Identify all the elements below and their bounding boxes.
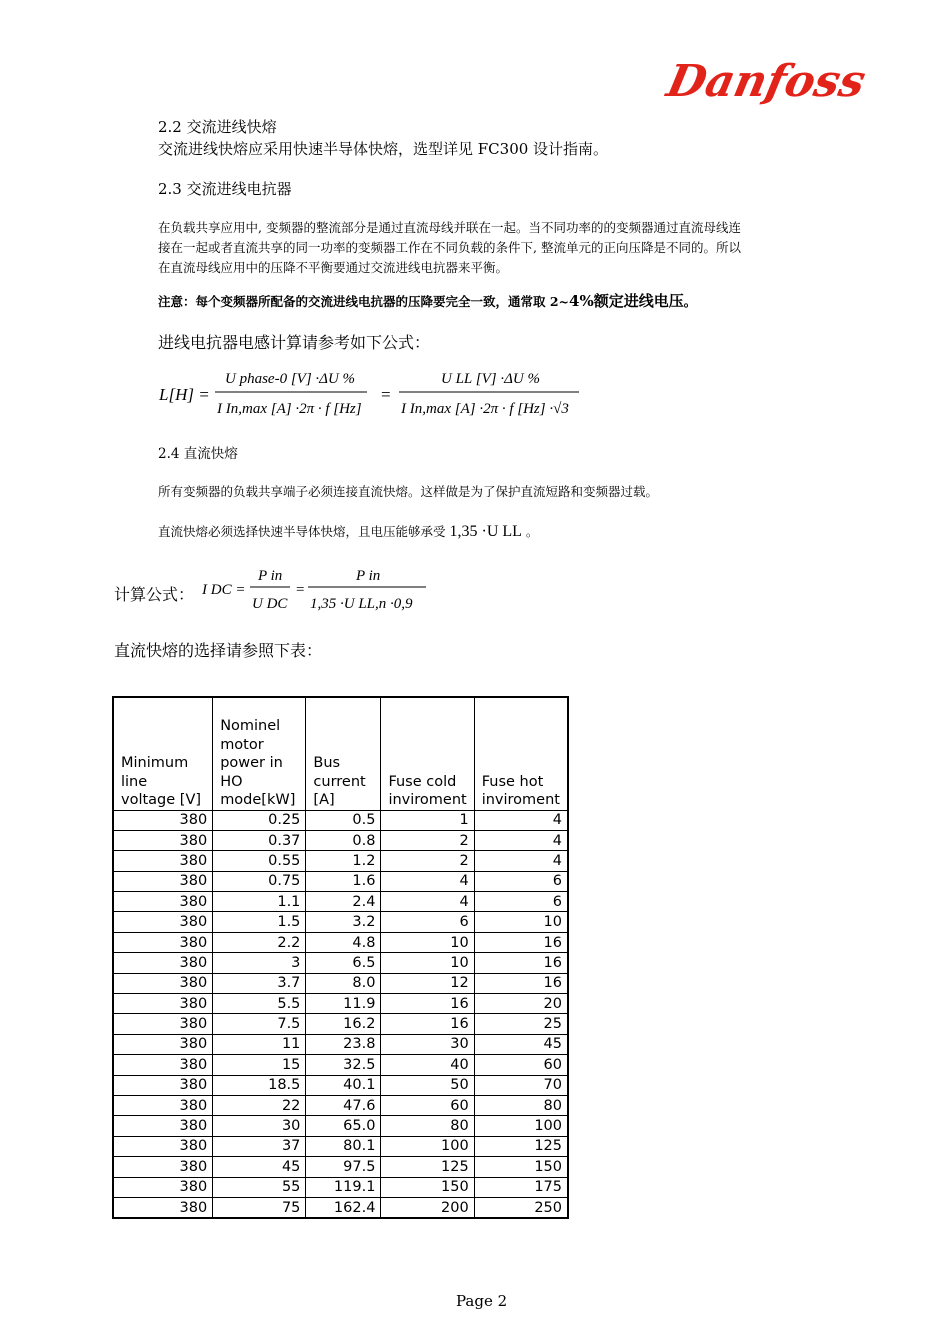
- table-cell: 40: [381, 1055, 474, 1075]
- table-cell: 16.2: [306, 1014, 381, 1034]
- calc-label: 计算公式：: [114, 585, 195, 604]
- table-row: [113, 1055, 568, 1075]
- table-cell: 11.9: [306, 994, 381, 1014]
- table-cell: 60: [381, 1095, 474, 1115]
- table-cell: 1.6: [306, 871, 381, 891]
- table-cell: 380: [113, 1055, 213, 1075]
- table-cell: 0.75: [213, 871, 306, 891]
- table-header-row: [113, 697, 568, 810]
- table-cell: 380: [113, 1095, 213, 1115]
- table-cell: 10: [381, 932, 474, 952]
- formula2-num2: P in: [356, 568, 381, 584]
- table-row: [113, 1177, 568, 1197]
- table-cell: 70: [474, 1075, 568, 1095]
- table-cell: 8.0: [306, 973, 381, 993]
- table-row: [113, 1075, 568, 1095]
- table-cell: 16: [474, 932, 568, 952]
- para-line: 在直流母线应用中的压降不平衡要通过交流进线电抗器来平衡。: [158, 260, 509, 275]
- table-cell: 380: [113, 1075, 213, 1095]
- table-cell: 4: [474, 830, 568, 850]
- table-cell: 11: [213, 1034, 306, 1054]
- danfoss-logo: [662, 44, 870, 107]
- formula-denominator: I In,max [A] ·2π · f [Hz]: [217, 401, 362, 417]
- formula-denominator-2: I In,max [A] ·2π · f [Hz] ·√3: [401, 401, 569, 417]
- table-cell: 100: [474, 1116, 568, 1136]
- page-number: Page 2: [456, 1292, 508, 1310]
- table-cell: 380: [113, 1136, 213, 1156]
- table-cell: 125: [474, 1136, 568, 1156]
- voltage-expression: 1,35 ·U LL: [449, 523, 522, 540]
- table-cell: 40.1: [306, 1075, 381, 1095]
- table-row: [113, 912, 568, 932]
- table-cell: 16: [474, 973, 568, 993]
- table-row: [113, 1136, 568, 1156]
- table-cell: 380: [113, 830, 213, 850]
- table-cell: 80: [381, 1116, 474, 1136]
- table-cell: 18.5: [213, 1075, 306, 1095]
- table-cell: 12: [381, 973, 474, 993]
- table-cell: 0.25: [213, 810, 306, 830]
- table-row: [113, 994, 568, 1014]
- para2-prefix: 直流快熔必须选择快速半导体快熔，且电压能够承受: [158, 524, 446, 539]
- table-cell: 175: [474, 1177, 568, 1197]
- section-2-4-title: 2.4 直流快熔: [158, 446, 238, 462]
- table-cell: 380: [113, 912, 213, 932]
- table-row: [113, 830, 568, 850]
- table-cell: 30: [213, 1116, 306, 1136]
- formula2-lhs: I DC =: [202, 582, 246, 598]
- table-cell: 4: [474, 851, 568, 871]
- section-2-2-text: 交流进线快熔应采用快速半导体快熔，选型详见 FC300 设计指南。: [158, 140, 609, 158]
- formula-eq2: =: [381, 385, 391, 404]
- table-cell: 16: [381, 1014, 474, 1034]
- section-2-3-paragraph: [158, 218, 838, 278]
- table-row: [113, 953, 568, 973]
- table-cell: 2: [381, 851, 474, 871]
- table-cell: 6: [381, 912, 474, 932]
- table-cell: 380: [113, 851, 213, 871]
- table-cell: 60: [474, 1055, 568, 1075]
- table-cell: 380: [113, 1157, 213, 1177]
- table-cell: 380: [113, 953, 213, 973]
- table-cell: 380: [113, 1177, 213, 1197]
- table-cell: 6: [474, 871, 568, 891]
- table-cell: 16: [381, 994, 474, 1014]
- table-row: [113, 810, 568, 830]
- header-fuse-hot: Fuse hot inviroment: [474, 697, 568, 810]
- table-cell: 75: [213, 1197, 306, 1218]
- table-cell: 3: [213, 953, 306, 973]
- table-cell: 1: [381, 810, 474, 830]
- table-row: [113, 871, 568, 891]
- table-cell: 45: [474, 1034, 568, 1054]
- table-cell: 37: [213, 1136, 306, 1156]
- table-cell: 380: [113, 994, 213, 1014]
- table-cell: 32.5: [306, 1055, 381, 1075]
- table-cell: 3.2: [306, 912, 381, 932]
- table-row: [113, 1157, 568, 1177]
- table-cell: 4: [381, 892, 474, 912]
- table-cell: 15: [213, 1055, 306, 1075]
- table-cell: 6.5: [306, 953, 381, 973]
- table-cell: 22: [213, 1095, 306, 1115]
- table-cell: 162.4: [306, 1197, 381, 1218]
- table-cell: 0.37: [213, 830, 306, 850]
- table-cell: 4: [474, 810, 568, 830]
- note-prefix: 注意：每个变频器所配备的交流进线电抗器的压降要完全一致，通常取 2~: [158, 294, 570, 309]
- header-fuse-cold: Fuse cold inviroment: [381, 697, 474, 810]
- section-2-4-para1: 所有变频器的负载共享端子必须连接直流快熔。这样做是为了保护直流短路和变频器过载。: [158, 484, 659, 499]
- fuse-table: [112, 696, 569, 1219]
- table-row: [113, 932, 568, 952]
- formula-lhs: L[H] =: [159, 385, 210, 404]
- section-2-4-para2: [158, 522, 538, 542]
- formula2-den2: 1,35 ·U LL,n ·0,9: [310, 596, 413, 612]
- table-cell: 45: [213, 1157, 306, 1177]
- table-cell: 10: [381, 953, 474, 973]
- table-cell: 10: [474, 912, 568, 932]
- logo-wordmark: Danfoss: [662, 55, 870, 107]
- table-cell: 25: [474, 1014, 568, 1034]
- table-cell: 23.8: [306, 1034, 381, 1054]
- table-cell: 380: [113, 871, 213, 891]
- table-cell: 1.2: [306, 851, 381, 871]
- table-cell: 4: [381, 871, 474, 891]
- table-cell: 65.0: [306, 1116, 381, 1136]
- table-cell: 80.1: [306, 1136, 381, 1156]
- table-cell: 97.5: [306, 1157, 381, 1177]
- table-cell: 0.8: [306, 830, 381, 850]
- para-line: 接在一起或者直流共享的同一功率的变频器工作在不同负载的条件下, 整流单元的正向压降是不同的。所以: [158, 240, 741, 255]
- table-cell: 1.1: [213, 892, 306, 912]
- table-cell: 150: [474, 1157, 568, 1177]
- table-cell: 250: [474, 1197, 568, 1218]
- formula2-den1: U DC: [252, 596, 288, 612]
- formula2-eq: =: [296, 582, 305, 598]
- table-cell: 100: [381, 1136, 474, 1156]
- inductance-intro: 进线电抗器电感计算请参考如下公式：: [158, 333, 431, 352]
- table-cell: 0.55: [213, 851, 306, 871]
- table-cell: 16: [474, 953, 568, 973]
- table-cell: 1.5: [213, 912, 306, 932]
- table-row: [113, 1116, 568, 1136]
- table-intro: 直流快熔的选择请参照下表：: [114, 641, 323, 660]
- header-bus-current: Bus current [A]: [306, 697, 381, 810]
- table-cell: 50: [381, 1075, 474, 1095]
- para-line: 在负载共享应用中, 变频器的整流部分是通过直流母线并联在一起。当不同功率的的变频器通过直流母线连: [158, 220, 741, 235]
- section-2-3-title: 2.3 交流进线电抗器: [158, 180, 292, 198]
- note-line: [158, 290, 696, 311]
- table-cell: 55: [213, 1177, 306, 1197]
- table-cell: 380: [113, 810, 213, 830]
- table-cell: 30: [381, 1034, 474, 1054]
- table-cell: 0.5: [306, 810, 381, 830]
- section-2-2-title: 2.2 交流进线快熔: [158, 118, 277, 136]
- para2-suffix: 。: [525, 524, 539, 539]
- table-cell: 380: [113, 892, 213, 912]
- table-cell: 119.1: [306, 1177, 381, 1197]
- table-row: [113, 1034, 568, 1054]
- header-motor-power: Nominel motor power in HO mode[kW]: [213, 697, 306, 810]
- formula2-num1: P in: [258, 568, 283, 584]
- table-row: [113, 892, 568, 912]
- table-cell: 380: [113, 1197, 213, 1218]
- table-cell: 20: [474, 994, 568, 1014]
- table-cell: 380: [113, 1034, 213, 1054]
- table-cell: 3.7: [213, 973, 306, 993]
- table-cell: 2.2: [213, 932, 306, 952]
- table-cell: 380: [113, 973, 213, 993]
- table-row: [113, 973, 568, 993]
- formula-numerator: U phase-0 [V] ·ΔU %: [225, 371, 356, 387]
- table-cell: 2: [381, 830, 474, 850]
- table-cell: 380: [113, 1014, 213, 1034]
- table-cell: 7.5: [213, 1014, 306, 1034]
- table-cell: 6: [474, 892, 568, 912]
- inductance-formula: [155, 364, 595, 424]
- dc-current-formula: [200, 562, 440, 618]
- table-cell: 380: [113, 1116, 213, 1136]
- table-cell: 4.8: [306, 932, 381, 952]
- table-cell: 47.6: [306, 1095, 381, 1115]
- table-cell: 200: [381, 1197, 474, 1218]
- table-row: [113, 851, 568, 871]
- note-emphasis: 4%额定进线电压: [569, 292, 684, 310]
- table-row: [113, 1014, 568, 1034]
- table-cell: 150: [381, 1177, 474, 1197]
- header-min-voltage: Minimum line voltage [V]: [113, 697, 213, 810]
- table-cell: 2.4: [306, 892, 381, 912]
- table-row: [113, 1095, 568, 1115]
- note-suffix: 。: [683, 294, 697, 309]
- table-row: [113, 1197, 568, 1218]
- table-cell: 380: [113, 932, 213, 952]
- formula-numerator-2: U LL [V] ·ΔU %: [441, 371, 540, 387]
- table-cell: 80: [474, 1095, 568, 1115]
- table-cell: 5.5: [213, 994, 306, 1014]
- table-cell: 125: [381, 1157, 474, 1177]
